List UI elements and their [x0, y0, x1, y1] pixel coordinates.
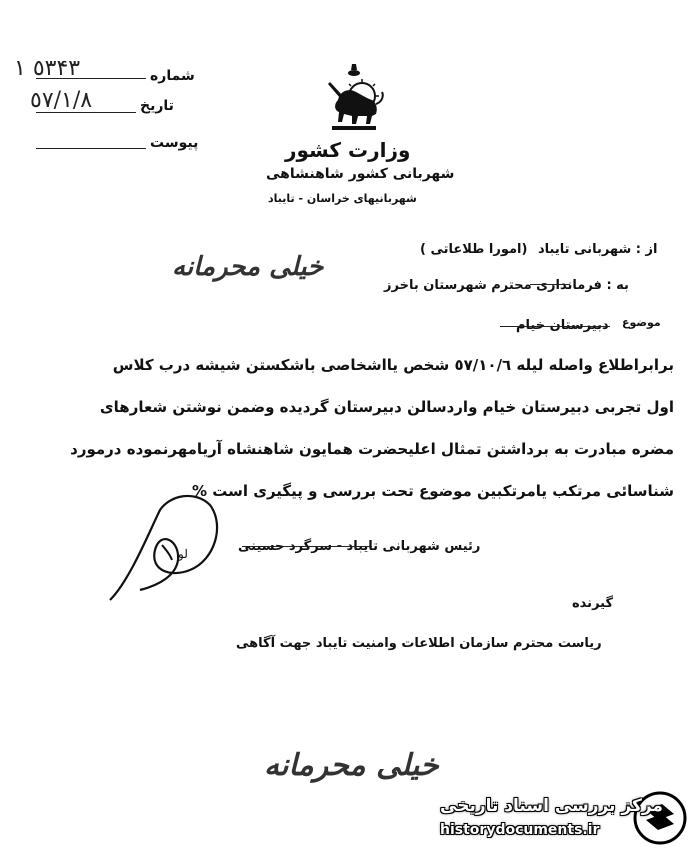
category-label: (امورا طلاعاتی ) [420, 242, 528, 257]
date-label: تاریخ [140, 98, 174, 114]
watermark-persian: مرکز بررسی اسناد تاریخی [440, 796, 663, 816]
body-line-4: شناسائی مرتکب یامرتکبین موضوع تحت بررسی و پیگیری است % [191, 482, 674, 500]
watermark-url: historydocuments.ir [440, 822, 600, 838]
number-line [36, 78, 146, 79]
police-title: شهربانی کشور شاهنشاهی [266, 166, 455, 182]
lion-and-sun-emblem-icon [322, 62, 386, 134]
classification-stamp: خیلی محرمانه [172, 252, 324, 282]
classification-stamp-bottom: خیلی محرمانه [264, 748, 439, 783]
branch-title: شهربانیهای خراسان - تایباد [268, 192, 417, 205]
handwritten-signature [100, 490, 230, 614]
subject-label: موضوع [622, 316, 661, 329]
svg-text:لو: لو [178, 547, 188, 561]
attachment-label: پیوست [150, 135, 199, 151]
recipients-line: ریاست محترم سازمان اطلاعات وامنیت تایباد جهت آگاهی [236, 636, 602, 651]
body-line-2: اول تجربی دبیرستان خیام واردسالن دبیرستان گردیده وضمن نوشتن شعارهای [99, 398, 674, 416]
ministry-title: وزارت کشور [285, 138, 411, 162]
date-value: ٥٧/١/٨ [30, 88, 93, 113]
recipients-label: گیرنده [572, 596, 614, 611]
subject-value: دبیرستان خیام [516, 318, 609, 333]
body-line-1: برابراطلاع واصله لیله ٥٧/١٠/٦ شخص یااشخاصی باشکستن شیشه درب کلاس [112, 356, 674, 374]
signature-line: رئیس شهربانی تایباد - سرگرد حسینی [238, 539, 481, 554]
number-label: شماره [150, 68, 195, 84]
from-line: از : شهربانی تایباد [538, 242, 658, 257]
attachment-line [36, 148, 146, 149]
to-line: به : فرمانداری محترم شهرستان باخرز [384, 278, 629, 293]
body-line-3: مضره مبادرت به برداشتن تمثال اعلیحضرت همایون شاهنشاه آریامهرنموده درمورد [70, 440, 674, 458]
to-strike [530, 284, 570, 285]
subject-strike [500, 326, 610, 327]
date-line [36, 112, 136, 113]
number-value: ٥٣ ١۴٣ [14, 56, 81, 81]
signature-dash [242, 546, 372, 547]
